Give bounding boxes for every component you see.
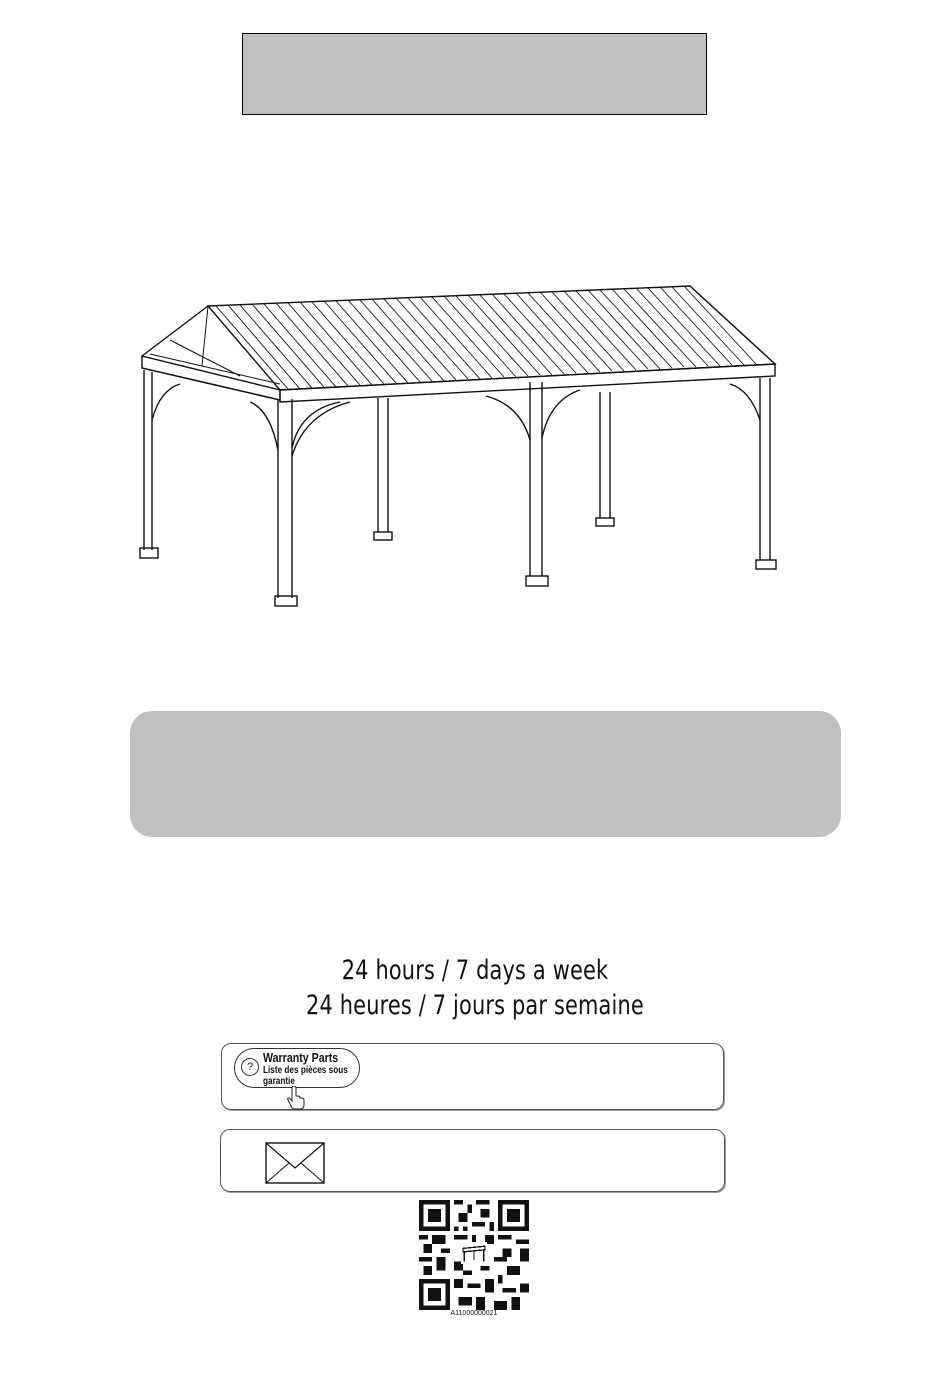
envelope-icon	[265, 1142, 325, 1184]
info-banner	[130, 711, 841, 837]
pointer-hand-icon	[286, 1086, 306, 1110]
gazebo-illustration	[130, 280, 790, 610]
qr-code-caption: A11000000021	[450, 1310, 498, 1317]
warranty-parts-box	[221, 1043, 724, 1110]
warranty-parts-button[interactable]	[234, 1048, 360, 1088]
qr-code	[419, 1200, 529, 1310]
email-box	[220, 1129, 725, 1192]
question-circle-icon: ?	[241, 1058, 259, 1076]
warranty-parts-subtitle: Liste des pièces sous garantie	[263, 1065, 348, 1087]
warranty-parts-title: Warranty Parts	[263, 1051, 339, 1065]
hours-french: 24 heures / 7 jours par semaine	[306, 990, 644, 1021]
hours-english: 24 hours / 7 days a week	[341, 955, 609, 986]
title-box	[242, 33, 707, 115]
